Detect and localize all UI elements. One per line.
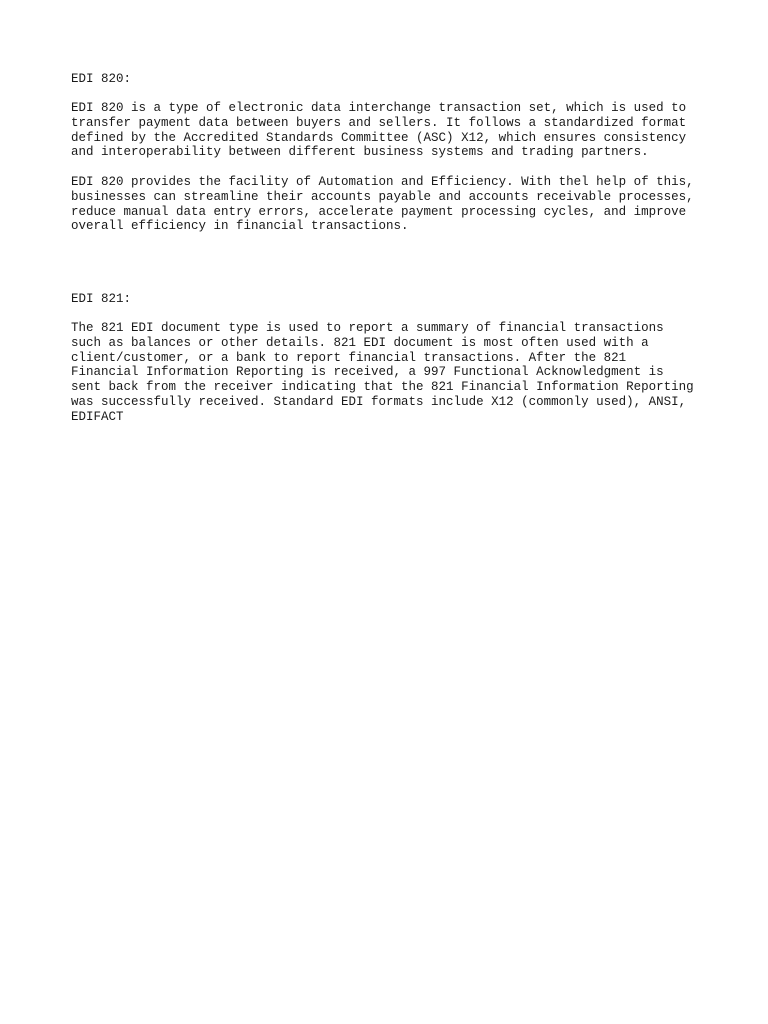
- section-heading-edi-820: EDI 820:: [71, 72, 132, 86]
- paragraph-edi-821-definition: The 821 EDI document type is used to report a summary of financial transactions such as balances or other details. 821 EDI document is most often used with a client/customer, or a bank to report financial transactions. After the 821 Financial Information Reporting is received, a 997 Functional Acknowledgment is sent back from the receiver indicating that the 821 Financial Information Reporting was successfully received. Standard EDI formats include X12 (commonly used), ANSI, EDIFACT: [71, 321, 694, 424]
- paragraph-edi-820-definition: EDI 820 is a type of electronic data interchange transaction set, which is used to transfer payment data between buyers and sellers. It follows a standardized format defined by the Accredited Standards Committee (ASC) X12, which ensures consistency and interoperability between different business systems and trading partners.: [71, 101, 687, 160]
- section-heading-edi-821: EDI 821:: [71, 292, 132, 306]
- paragraph-edi-820-automation: EDI 820 provides the facility of Automation and Efficiency. With thel help of this, businesses can streamline their accounts payable and accounts receivable processes, reduce manual data entry errors, accelerate payment processing cycles, and improve overall efficiency in financial transactions.: [71, 175, 694, 234]
- document-page: [71, 0, 731, 424]
